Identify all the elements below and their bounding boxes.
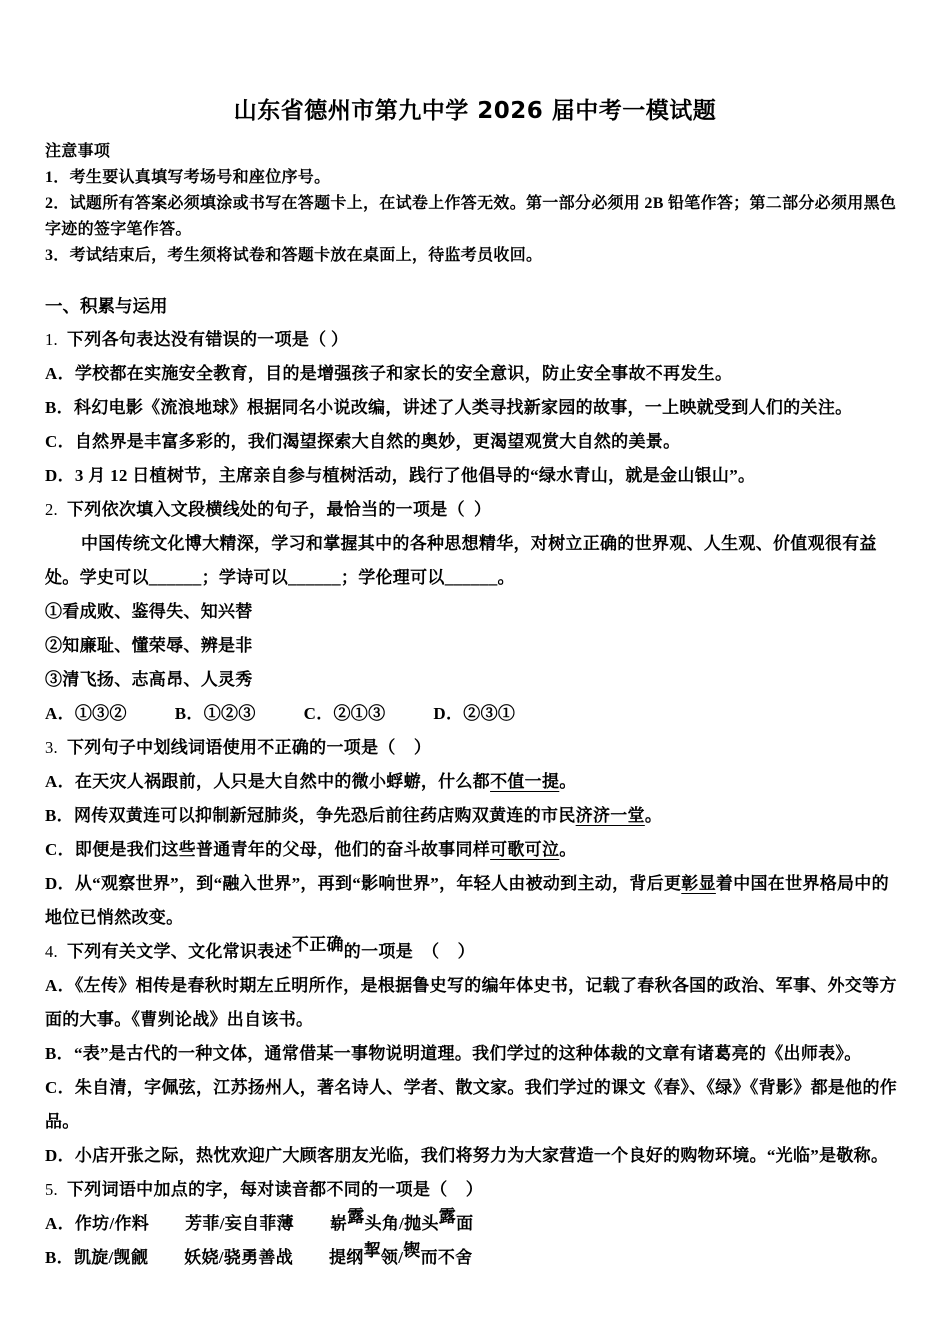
passage-paragraph	[45, 527, 905, 595]
text-segment: 。	[559, 840, 577, 859]
question-number: 4.	[45, 942, 58, 961]
option-a	[45, 357, 905, 391]
raised-text: 锲	[403, 1241, 421, 1260]
text-segment: D．从“观察世界”，到“融入世界”，再到“影响世界”，年轻人由被动到主动，背后更	[45, 874, 682, 893]
text-segment: A．《左传》相传是春秋时期左丘明所作，是根据鲁史写的编年体史书，记载了春秋各国的政治、军事、外交等方面的大事。《曹刿论战》出自该书。	[45, 976, 897, 1029]
text-segment: ①看成败、鉴得失、知兴替	[45, 602, 253, 621]
numbered-item-2	[45, 629, 905, 663]
text-segment: A．学校都在实施安全教育，目的是增强孩子和家长的安全意识，防止安全事故不再发生。	[45, 364, 733, 383]
question-number: 5.	[45, 1180, 58, 1199]
text-segment: D．②③①	[433, 704, 516, 723]
underlined-term: 可歌可泣	[490, 840, 560, 859]
text-segment: 面	[456, 1214, 474, 1233]
numbered-item-3	[45, 663, 905, 697]
question-block-q4	[45, 935, 905, 1173]
option-a	[45, 969, 905, 1037]
text-segment: 芳菲/妄自菲薄	[185, 1214, 294, 1233]
document-title: 山东省德州市第九中学 2026 届中考一模试题	[233, 98, 717, 124]
text-segment: 下列有关文学、文化常识表述	[66, 942, 292, 961]
text-segment: 下列依次填入文段横线处的句子，最恰当的一项是（ ）	[66, 500, 492, 519]
notice-item-1: 1．考生要认真填写考场号和座位序号。	[45, 169, 331, 186]
text-segment: 的一项是 （ ）	[343, 942, 475, 961]
question-number: 2.	[45, 500, 58, 519]
text-segment: B．①②③	[174, 704, 256, 723]
question-block-q2	[45, 493, 905, 731]
question-stem-q1	[45, 323, 905, 357]
text-segment: 下列句子中划线词语使用不正确的一项是（ ）	[66, 738, 432, 757]
text-segment: A．作坊/作料	[45, 1214, 150, 1233]
text-segment: B．科幻电影《流浪地球》根据同名小说改编，讲述了人类寻找新家园的故事，一上映就受到人们的关注。	[45, 398, 853, 417]
text-segment: 中国传统文化博大精深，学习和掌握其中的各种思想精华，对树立正确的世界观、人生观、价值观很有益处。学史可以______；学诗可以______；学伦理可以______。	[45, 534, 877, 587]
notice-section	[45, 139, 905, 269]
option-c	[45, 833, 905, 867]
option-b	[45, 799, 905, 833]
text-segment: D．小店开张之际，热忱欢迎广大顾客朋友光临，我们将努力为大家营造一个良好的购物环境。“光临”是敬称。	[45, 1146, 889, 1165]
text-segment: C．朱自清，字佩弦，江苏扬州人，著名诗人、学者、散文家。我们学过的课文《春》、《绿》《背影》都是他的作品。	[45, 1078, 898, 1131]
text-segment: ③清飞扬、志高昂、人灵秀	[45, 670, 253, 689]
choice-row	[45, 697, 905, 731]
underlined-term: 彰显	[681, 874, 716, 893]
question-number: 3.	[45, 738, 58, 757]
underlined-term: 济济一堂	[575, 806, 645, 825]
option-d	[45, 459, 905, 493]
question-block-q5	[45, 1173, 905, 1275]
notice-item-2: 2．试题所有答案必须填涂或书写在答题卡上，在试卷上作答无效。第一部分必须用 2B 铅笔作答；第二部分必须用黑色字迹的签字笔作答。	[45, 195, 897, 238]
option-d	[45, 867, 905, 935]
text-segment: ②知廉耻、懂荣辱、辨是非	[45, 636, 253, 655]
question-stem-q2	[45, 493, 905, 527]
question-block-q1	[45, 323, 905, 493]
underlined-term: 不值一提	[490, 772, 560, 791]
question-number: 1.	[45, 330, 58, 349]
text-segment: 着中国在世界格局中的地位已悄然改变。	[45, 874, 889, 927]
option-b	[45, 1241, 905, 1275]
text-segment: 提纲	[329, 1248, 364, 1267]
text-segment: A．①③②	[45, 704, 127, 723]
text-segment: 。	[644, 806, 663, 825]
option-b	[45, 1037, 905, 1071]
text-segment: 下列词语中加点的字，每对读音都不同的一项是（ ）	[66, 1180, 484, 1199]
text-segment: B．网传双黄连可以抑制新冠肺炎，争先恐后前往药店购双黄连的市民	[45, 806, 576, 825]
notice-heading: 注意事项	[45, 143, 111, 160]
text-segment: 妖娆/骁勇善战	[184, 1248, 293, 1267]
text-segment: C．②①③	[303, 704, 386, 723]
text-segment: 头角/抛头	[364, 1214, 439, 1233]
question-stem-q3	[45, 731, 905, 765]
option-a	[45, 765, 905, 799]
text-segment: C．自然界是丰富多彩的，我们渴望探索大自然的奥妙，更渴望观赏大自然的美景。	[45, 432, 681, 451]
section-heading: 一、积累与运用	[45, 296, 168, 316]
option-b	[45, 391, 905, 425]
text-segment: 下列各句表达没有错误的一项是（ ）	[66, 330, 349, 349]
question-stem-q5	[45, 1173, 905, 1207]
text-segment: A．在天灾人祸跟前，人只是大自然中的微小蜉蝣，什么都	[45, 772, 491, 791]
raised-text: 露	[438, 1207, 457, 1226]
text-segment: 。	[559, 772, 577, 791]
option-a	[45, 1207, 905, 1241]
text-segment: B．凯旋/觊觎	[45, 1248, 149, 1267]
notice-item-3: 3．考试结束后，考生须将试卷和答题卡放在桌面上，待监考员收回。	[45, 247, 543, 264]
text-segment: B．“表”是古代的一种文体，通常借某一事物说明道理。我们学过的这种体裁的文章有诸葛亮的《出师表》。	[45, 1044, 862, 1063]
question-area	[45, 323, 905, 1275]
text-segment: C．即便是我们这些普通青年的父母，他们的奋斗故事同样	[45, 840, 491, 859]
option-c	[45, 425, 905, 459]
numbered-item-1	[45, 595, 905, 629]
text-segment: D．3 月 12 日植树节，主席亲自参与植树活动，践行了他倡导的“绿水青山，就是金山银山”。	[45, 466, 756, 485]
raised-text: 不正确	[291, 935, 344, 954]
raised-text: 露	[347, 1207, 365, 1226]
text-segment: 而不舍	[420, 1248, 473, 1267]
question-block-q3	[45, 731, 905, 935]
question-stem-q4	[45, 935, 905, 969]
option-c	[45, 1071, 905, 1139]
text-segment: 崭	[329, 1214, 348, 1233]
option-d	[45, 1139, 905, 1173]
raised-text: 挈	[363, 1241, 381, 1260]
text-segment: 领/	[380, 1248, 404, 1267]
